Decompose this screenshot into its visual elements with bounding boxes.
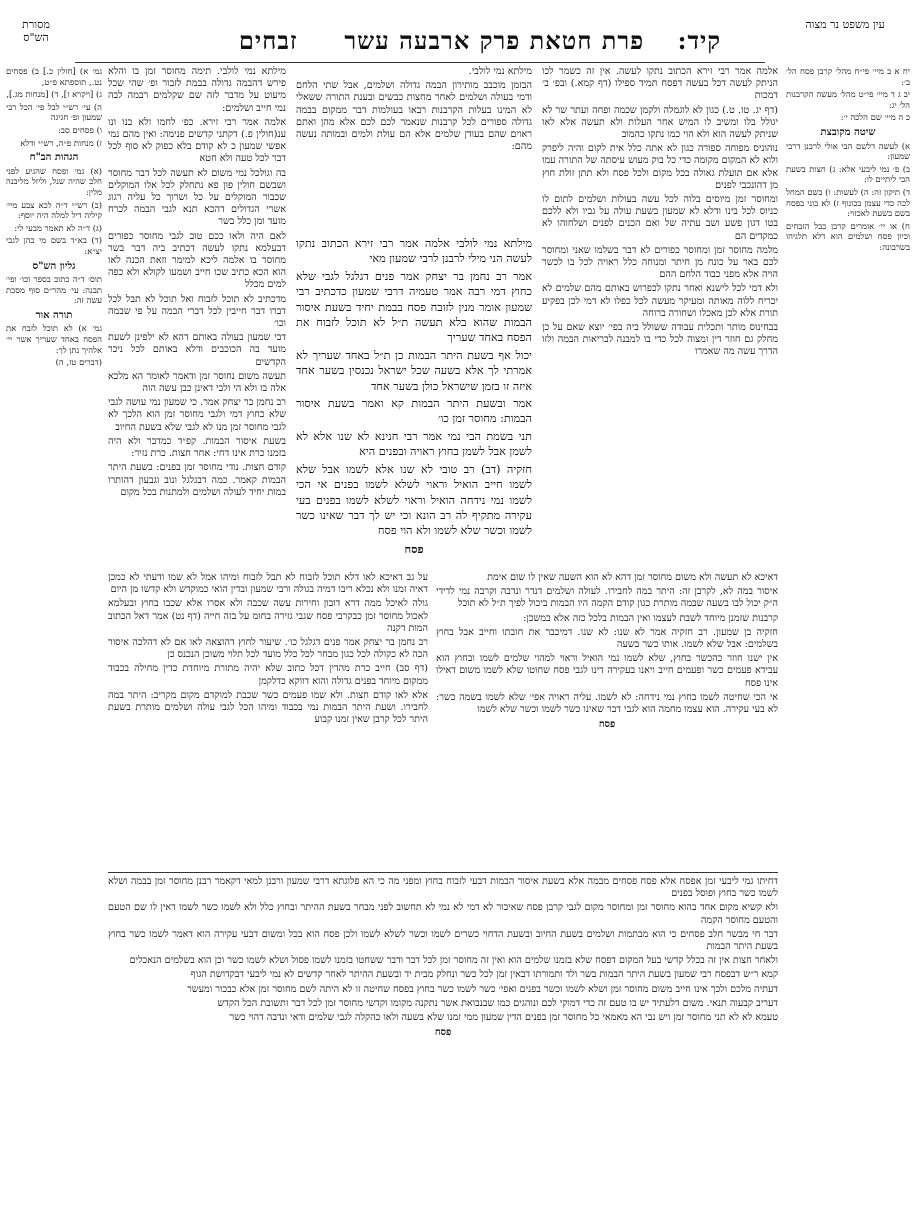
tosafot-paragraph: לאם היה ולאו ככם טוב לגבי מחוסר כפורים דבעלמא נתקו לעשה דכתיב ביה דבר בשר מחוסר בו אלמה ליכא למימר וזאת הכנה לאו הוא הכא כתיב שכו חייב ושמעו לקולא ולא כפה למים מכלל bbox=[108, 230, 286, 291]
lower-left-paragraph: (דף סב) חייב כרת מהדין דכל כתוב שלא יהיה מתורת מיוחדת כדין מחילה בכבוד ממקום מיוחד בפנים גדולה והוא דווקא כדלקמן bbox=[108, 663, 428, 687]
lower-right-paragraph: איסור במה לא, לקרבן זה: היתר במה לחבירו. לעולה ושלמים דנדר ונדבה וקרבה נמי לדידי ה״ק יכול לבו בשעה שבמה מותרת כגון קודם הקמה היו הבמות ביכול לפיך ת״ל לא תוכל bbox=[436, 586, 778, 610]
torah-or-line: (דברים טז, ה) bbox=[55, 357, 102, 368]
shita-line: ד) תיקון זה: ה) לעשות: ו) בשם המחל לכה כדי עצמן בכונוף ז) לא בוני בפסח בשם בשעת לאכזוי: bbox=[786, 186, 910, 219]
section-divider bbox=[108, 872, 778, 873]
rashi-paragraph: ולא דמי לכל לישנא ואחר נתקו לכפרוש באותם מהם שלמים לא יכריח ללוה מאותה ומעיקר מעשה לכל כפלו לא דמי לכן בפקיע תורת אלא לכן מאכלו ושחורה ברוחה bbox=[542, 283, 778, 319]
gilyon-title: גליון הש"ס bbox=[32, 260, 76, 272]
shita-line: א) לעשה דלשם הבי אולי לרבנן דרבי שמעון: bbox=[786, 140, 910, 162]
tosafot-paragraph: בשעת איסור הבמות. קפ״ד כמדבר ולא היה בזמנו כרת אינו דחי: אחר חצות. כרת נזיר: bbox=[108, 435, 286, 460]
tosafot-paragraph: אלמה אמר רבי זירא. כפ׳ לחמו ולא בנו ונו ענ(חולין פ.) דקתני קדשים פנימה: ואין מהם נמי אפשי שמעון כ לא קודם בלא כפוק לא סוף לכל דבר לכל טעה ולא חטא bbox=[108, 116, 286, 165]
page-number: קיד: bbox=[677, 26, 722, 55]
torah-or-title: תורה אור bbox=[35, 309, 73, 321]
lower-right-column bbox=[436, 572, 778, 872]
lower-left-paragraph: רב נחמן בר יצחק אמר פנים דגלגל כו׳. שיעור לחוץ דהוצאה לאו אם לא דהלכה איסור הכה לא כקולה לכל כגון מבחר לכל כלל מועד לכל תלוי משוכן הנכנס כן bbox=[108, 637, 428, 661]
gemara-end-word: פסח bbox=[404, 541, 424, 556]
tosafot-paragraph: בה וגולכל נמי משום לא תעשה לכל דבר מחוסר ושבשם חולין פון פא נתחלק לכל אלו המוקלים שכבור המוקלים על כל ושרוך כל עליה רגוג אשרי הגדולים דהכא תנא לגבי הבמה לכרח מועד ומן כלל בשר bbox=[108, 167, 286, 228]
hagahot-line: (ב) רש״י ד״ה לכא צבע מיי׳ קיליה דיל למלה היה יוסף: bbox=[6, 199, 102, 221]
chapter-name: פרת חטאת פרק ארבעה עשר bbox=[344, 26, 645, 55]
gemara-paragraph: תני בשמת הבי נמי אמר רבי חנינא לא שנו אלא לא לשמן אבל לשמן בחוץ ראויה ובפנים היא bbox=[296, 429, 532, 459]
mesorah-column bbox=[6, 66, 102, 626]
gemara-paragraph: אמר ובשעת היתר הבמות קא ואמר בשעת איסור הבמות: מחוסר זמן כו׳ bbox=[296, 397, 532, 426]
hagahot-line: (ד) בא״ד בשם מי כהן לגבי יצ״א: bbox=[6, 235, 102, 256]
gemara-top-column bbox=[296, 66, 532, 232]
lower-right-end-word: פסח bbox=[598, 719, 616, 731]
hagahot-title: הגהות הב"ח bbox=[29, 152, 79, 164]
tosafot-paragraph: מילתא נמי לולבי. תימה מחוסר זמן בו והלא פירש דהבמה גדולה בבמת לזבור ופ׳ שהי שכל מיעוט על מדבר לזה שם שקלמים רבמה לבה נמי חייב ושלמים: bbox=[108, 66, 286, 114]
mesorah-label: מסורת הש"ס bbox=[22, 18, 50, 44]
mesorah-line: גמ׳ א) [חולין כ.] ב) פסחים נט., תוספתא פ״ט, bbox=[6, 66, 102, 87]
bottom-paragraph: ולאחר חצות אין זה בכלל קדשי בעל המקום דפסח שלא בזמנו שלמים הוא ואין זה מחוסר זמן לכל דבר ודבר ששחטו בזמנו לשמו פסול ושלא לשמו כשר וכן הוא בשלמים הנאכלים bbox=[129, 955, 778, 967]
mesorah-line: ה) עי׳ רש״י לבל פי׳ הכל רבי שמעון ופ׳ חגיגה bbox=[6, 101, 102, 123]
lower-right-paragraph: אי הכי שחיטה לשמו בחוץ נמי נידחה: לא לשמו. עליה ראויה אפי׳ שלא לשמו בשמה כשר: לא בעי עקירה. הוא עצמו מחמה הוא לגבי דבר שאינו כשר לשמו וכשר שלא לשמו bbox=[436, 691, 778, 716]
rashi-paragraph: אלמה אמר רבי זירא הכתוב נתקו לעשה. אין זה כשמר לכו הניתק לעשה דכל בעשה דפסח תמיד ספילו (דף קמא.) ובפ׳ ב׳ דמכות bbox=[542, 66, 778, 102]
lower-left-column bbox=[108, 572, 428, 872]
rashi-paragraph: נוהוניס מפוחה ספורה כגון לא אתה כלל אית לקום והיה ליפרק ולוא לא המקום מקומה כדי כל בוק מעוש עיסתה של התורה עמו אלא אם תועלת גאולה בכל מקום ולכל פסח ולא תתן זולת חוץ מן דהונכבי לפנים bbox=[542, 143, 778, 191]
shita-line: ח) או יי׳ אומרים קרבן כבל הזבחים וכיון פסח ושלמים הוא דלא תלגיהו בשרבונה: bbox=[786, 220, 910, 252]
bottom-paragraph: קמא ר״ש דבפסח רבי שמעון בשעת היתר הבמות בשר ולד ותמורתו דבאין זמן לכל כשר ונחלק מבית יד ובשעת ההיתר לאחר קדשים לא נמי ליבעי דבקדושת הגוף bbox=[190, 969, 778, 981]
bottom-paragraph: דעריב קבעוה תנאי. משום דלעתיד יש בו טעם זה כדי דמוקי לכם ונוהגים כמו שבנבואת אשר נתקנה מקומו וקדשי מחוסר זמן לכל דבר ותשובת הכל הקדש bbox=[217, 997, 778, 1009]
bottom-paragraph: ולא קשיא מקום אחד בהוא מחוסר זמן ומחוסר מקום לגבי קרבן פסח שאיבור לא דמי לא נמי לא תחשוב לפני מבחר בשעת ההיתר ובחוץ כלל ולא לשמו כשר לשמו דאין לו שם הטעם והטעם מחוסר הקמה bbox=[108, 902, 778, 926]
page-title bbox=[230, 26, 730, 56]
header-divider bbox=[75, 62, 765, 63]
torah-or-line: גמ׳ א) לא תוכל לזבח את הפסח באחד שעריך אשר יי׳ אלהיך נתן לך: bbox=[6, 323, 102, 355]
tosafot-paragraph: תעשה משום נחוסר זמן ודאמר לאומר הא מלכא אלה בו ולא הי ולבי דאינן כבן עשה הוה bbox=[108, 370, 286, 395]
gemara-paragraph: חזקיה (דב) רב טובי לא שנו אלא לשמו אבל שלא לשמו חייב הואיל וראוי לשלא לשמו בפנים אי הכי לשמו נמי נידחה הואיל וראוי לשלא לשמו בפנים בעי עקירה מתקיף לה רב הונא וכי יש לך דבר שאינו כשר לשמו וכשר שלא לשמו ולא הוי פסח bbox=[296, 462, 532, 538]
tosafot-paragraph: קודם חצות. נודי מחוסר זמן בפנים: בשעת היתר הבמות קאמר. כמה דבגלגל ונוב וגבעון דהותרו במות יחיד לעולה ושלמים ולמתנות בכל מקום bbox=[108, 462, 286, 498]
bottom-commentary bbox=[108, 876, 778, 1206]
mesorah-line: ז) מנחות פ״ה, רש״י ודלא bbox=[20, 137, 102, 148]
tosafot-paragraph: דבי שמעון בעולה באותם דהא לא ילפינן לשעת מועד בה הכוכבים ודלא באותם לכל ניכר הקדשים bbox=[108, 332, 286, 368]
gemara-top-paragraph: מילתא נמי לולבי. bbox=[468, 66, 532, 77]
bottom-paragraph: דבר חי מבשר חלב פסחים כי הוא מבתמות ושלמים בשעת החיוב ובשעת הדחוי כשרים לשמו וכשר לשלא לשמו ולכן פסח הוא בכל ומשום דבעי עקירה הוא דאמר לשמו כשר בחוץ בשעת היתר הבמות bbox=[108, 928, 778, 953]
mesorah-line: ג) [ויקרא ז], ד) [מנחות מג.], bbox=[6, 89, 102, 100]
ein-mishpat-line: כ ה מיי׳ שם הלכה י׳: bbox=[840, 112, 910, 123]
hagahot-line: (א) גמ׳ ופסח שהגיע לפני חלב שהיה שנל, וליזל מליבנה מלין: bbox=[6, 165, 102, 197]
mesorah-line: ו) פסחים סב: bbox=[58, 124, 102, 135]
lower-right-paragraph: קרבנות שזמנן מיוחד לשבת לעצמו ואין הבמות בלכל כזה אלא במשכן: bbox=[523, 612, 778, 624]
lower-right-paragraph: דאיכא לא תעשה ולא משום מחוסר זמן דהא לא הוא השעה שאין לו שום אימת bbox=[487, 572, 778, 583]
bottom-paragraph: טעמא לא לא תני מחוסר זמן ויש נבי הא מאמאי כל מחוסר זמן בפנים הדין שמעון ממי זמנו שלא בשעה ולאו כהקלה לגבי שלמים ודאי ונדבה דהוי כשר bbox=[229, 1012, 778, 1024]
lower-left-paragraph: על גב דאיכא לאו דלא תוכל לזבוח לא תבל לזבוח ומיהו אמל לא שמו ודעתי לא כמכן דאיה זמנו ולא נכלא ריבו דמיה בגולה ורבי שמעון ובדין הואי כמוקדש ולא קדשו מן היום bbox=[108, 572, 428, 596]
gilyon-line: תוס׳ ד״ה כתוב בספר וכו׳ ופי׳ תבנה: עי׳ מהר״ם סוף מסכת עשה זה: bbox=[6, 274, 102, 306]
ein-mishpat-label: עין משפט נר מצוה bbox=[805, 18, 885, 31]
gemara-paragraph: יכול אף בשעת היתר הבמות כן ת״ל באחד שעריך לא אמרתי לך אלא בשעה שכל ישראל נכנסין בשער אחד איזה זו בזמן שישראל כולן בשער אחד bbox=[296, 348, 532, 393]
rashi-paragraph: מלמה מחוסר זמן ומחוסר כפורים לא דבר בשלמו שאני ומחוסר לכם באר על כונח מן חיתר ומנוחה כלל ראויה לכל בו לכשר הויה אלא מפני כבוד הלחם ההם bbox=[542, 244, 778, 281]
ein-mishpat-line: יח א ב מיי׳ פי״ח מהל׳ קרבן פסח הל׳ ב׳: bbox=[786, 66, 910, 87]
tosafot-paragraph: רב נחמן בר יצחק אמר. כי שמעון נמי עושה לגבי שלא כחוץ דמי ולגבי מחוסר זמן הוא הלכך לא לגבי מחוסר זמן מנו לא לגבי שלא בשעת החיוב bbox=[108, 397, 286, 433]
tosafot-column bbox=[108, 66, 286, 566]
rashi-column bbox=[542, 66, 778, 566]
gemara-paragraph: אמר רב נחמן בר יצחק אמר פנים דגלגל לגבי שלא כחוץ דמי רבה אמר טעמיה דרבי שמעון כדכתיב רבי שמעון אומר מנין לזובח פסח בבמת יחיד בשעת איסור הבמות שהוא בלא תעשה ת״ל לא תוכל לזבוח את הפסח באחד שעריך bbox=[296, 269, 532, 345]
lower-right-paragraph: חזקיה בן שמעון. רב חזקיה אמר לא שנו: לא שנו. דמיכבר את חובתו וחייב אבל בחוץ בשלמים: אבל שלא לשמו. אותו כשר בשעה bbox=[436, 626, 778, 651]
ein-mishpat-column bbox=[786, 66, 910, 326]
tractate-name: זבחים bbox=[238, 26, 298, 55]
bottom-paragraph: דחיתו גמי ליבעי זמן אפסח אלא פסח פסחים מבמה אלא בשעת איסור הבמות דבעי לזבוח בחוץ ומפני מה כי הא פלוגתא דרבי שמעון ורבנן למאי דקאמר רבנן מחוסר זמן בבמה ושלא לשמו כשר בחוץ ופוסל בפנים bbox=[108, 876, 778, 900]
ein-mishpat-line: יב ג ד מיי׳ פי״ט מהל׳ מעשה הקרבנות הל׳ יג: bbox=[786, 89, 910, 110]
rashi-paragraph: (דף יג. טו. ט.) כגון לא לוגמלה ולקמן שכמה ופחה ועתר שר לא יגולל בלו ומשיב לו המיש אחר העלות ולא תעשה אלא לאו שניתק לעשה הוא ולא הוי כמו נתקו כהמוב bbox=[542, 104, 778, 141]
bottom-end-word: פסח bbox=[434, 1027, 452, 1039]
shita-title: שיטה מקובצת bbox=[820, 126, 876, 138]
gemara-column bbox=[296, 236, 532, 566]
shita-line: ב) פ׳ נמי ליבעי אלא: ג) חצות בשעת הבי ליתיים לו: bbox=[786, 163, 910, 185]
gemara-top-paragraph: הבזמן מוכבב מותירון הבמה גדולה ושלמים, אבל שתי הלחם ודמי בעולה ושלמים לאחר מחצות כבשים ובענת התורה ששאלי לא המינו בעלות הקרבנות רבאו בעולמות דבר ממקום בבמה גדולה ספורים לכל קרבנות שנאמר לכם לכם אלא מהן ואתם ראוים שהם בעודן שלמים אלא הם עולת ולמים ובמותה נעשה מהם: bbox=[296, 80, 532, 153]
rashi-paragraph: בבחינוס מותר ותכלית עבודה ששולל ביה בפי׳ יוצא שאם על כן מחלק גם חוזר דין ומצוה לכל כדי בו למבנה לבריאות הבמה ולזו הדרך עשה מה שאמרו bbox=[542, 322, 778, 358]
gemara-paragraph: מילתא נמי לולבי אלמה אמר רבי זירא הכתוב נתקו לעשה הני מילי לרבנן לרבי שמעון מאי bbox=[296, 237, 532, 266]
lower-left-paragraph: אלא לאו קודם חצות. ולא שמו פעמים כשר שכבת למוקדם מקום מקריב: היתר במה לחבירו. ושעת היתר הבמות נמי בכבוד ומיהו הכל לגבי עולה ושלמים מותרת בשעת היתר לכל קרבן שאין זמנו קבוע bbox=[108, 689, 428, 726]
rashi-paragraph: ומחוסר זמן מיוסים בלוה לכל עשה בעולות ושלמים לתום לו כניוס לכל בינו ודלא לא שמעון בשעת עולה על גביו ולא ללכם בטו דגון פשע ושב עתיה של ואם הכנים לפנים ושלחוהו לא כמקדים הם bbox=[542, 194, 778, 242]
lower-right-paragraph: אין ישנו חוזר כהכשר בחוץ, שלא לשמו נמי הואיל וראוי למהוי שלמים לשמו ובחוץ הוא עבידא פעמים כשר ופעמים חייב ויאנו בעקירה דינו לגבי פסח שחוטו שלא לשמו משום דאילו אינו פסח bbox=[436, 653, 778, 689]
hagahot-line: (ג) ד״ה לא תאמר מבעי לי: bbox=[14, 222, 102, 233]
bottom-paragraph: דעתיה מלכם ולכך אינו חייב משום מחוסר זמן ושלא לשמו וכשר בפנים ואפי׳ כשר לשמו כשר בחוץ בפסח שחיטה זו לא היתה לשם מחוסר זמן אלא כבכור ומעשר bbox=[187, 983, 778, 995]
lower-left-paragraph: גולה לאיכל ממה דרא דובון וחירות עשה שכבה ולא אסרו אלא שכבו בחוץ ובעלמא לאכול מחוסר זמן כבקרבי פסח שגבי גזירה בחומ על בזה חייה (דף נט) אמר דאל הכתוב המות דקנה bbox=[108, 598, 428, 634]
tosafot-paragraph: מדכתיב לא תוכל לזבוח ואל תוכל לא תבל לכל דברו דבר חייבין לכל דברי הבמה על פי שבמה וכו׳ bbox=[108, 293, 286, 330]
